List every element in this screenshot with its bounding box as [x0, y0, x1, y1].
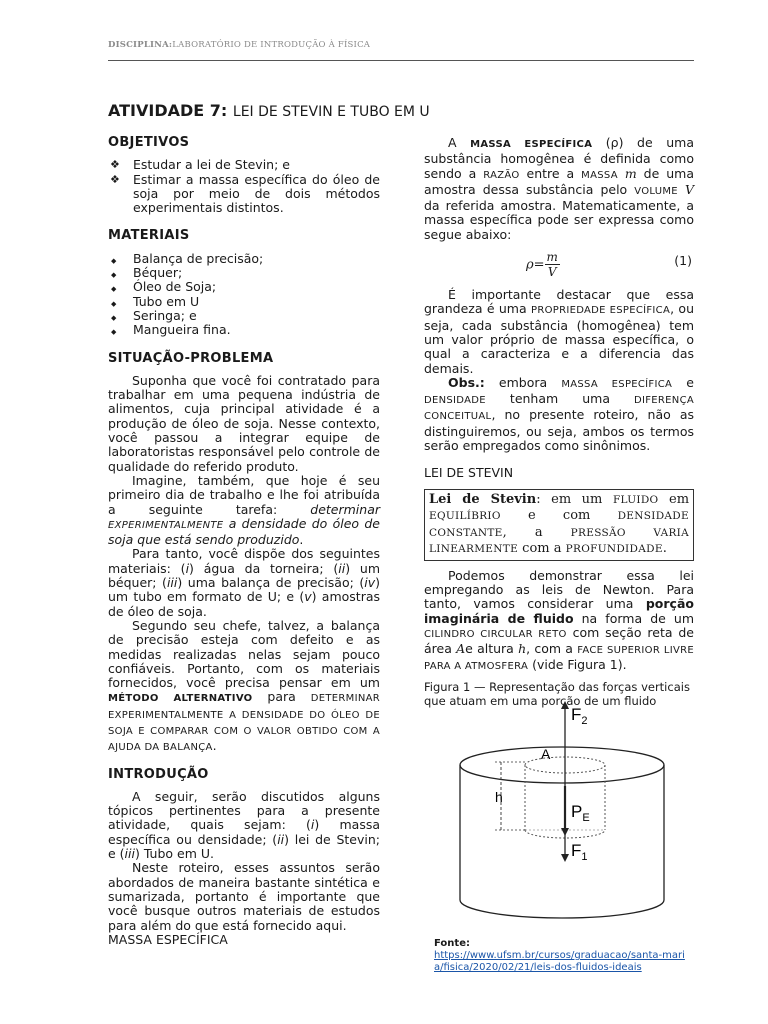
list-item: ◆ Béquer;	[108, 266, 380, 280]
force-f1-label: $F_1$	[571, 841, 588, 863]
list-item: ◆ Mangueira fina.	[108, 323, 380, 337]
source-label: Fonte:	[434, 938, 470, 949]
situacao-paragraph-2: Imagine, também, que hoje é seu primeiro dia de trabalho e lhe foi atribuída a seguinte tarefa: determinar EXPERIMENTALMENTE a densidade do óleo de soja que está sendo produzido.	[108, 472, 380, 548]
list-item: ◆ Seringa; e	[108, 309, 380, 323]
formula-number: (1)	[674, 253, 692, 269]
list-item: ◆ Tubo em U	[108, 295, 380, 309]
situacao-paragraph-1: Suponha que você foi contratado para trabalhar em uma pequena indústria de alimentos, cuja principal atividade é a produção de óleo de soja. Nesse contexto, você passou a integrar equipe de laboratoristas responsável pelo controle de qualidade do referido produto.	[108, 372, 380, 474]
force-f2-label: $F_2$	[571, 705, 588, 727]
introducao-paragraph-2: Neste roteiro, esses assuntos serão abordados de maneira bastante sintética e sumarizada, portanto é importante que você busque outros materiais de estudos para além do que está fornecido aqui.	[108, 860, 380, 933]
situacao-paragraph-4: Segundo seu chefe, talvez, a balança de precisão esteja com defeito e as medidas realizadas nelas sejam pouco confiáveis. Portanto, com os materiais fornecidos, você precisa pensar em um MÉTODO ALTERNATIVO para DETERMINAR EXPERIMENTALMENTE A DENSIDADE DO ÓLEO DE SOJA E COMPARAR COM O VALOR OBTIDO COM A AJUDA DA BALANÇA.	[108, 617, 380, 754]
activity-title	[108, 101, 430, 120]
diamond-bullet-icon: ❖	[110, 172, 120, 186]
obs-paragraph: Obs.: embora MASSA ESPECÍFICA e DENSIDADE tenham uma DIFERENÇA CONCEITUAL, no presente roteiro, não as distinguiremos, ou seja, ambos os termos serão empregados como sinônimos.	[424, 374, 694, 454]
stevin-law-box: Lei de Stevin: em um FLUIDO em EQUILÍBRIO e com DENSIDADE CONSTANTE, a PRESSÃO VARIA LINEARMENTE com a PROFUNDIDADE.	[424, 489, 694, 561]
objetivos-heading: OBJETIVOS	[108, 135, 190, 150]
diamond-bullet-icon: ◆	[111, 271, 117, 280]
source-link[interactable]: https://www.ufsm.br/cursos/graduacao/santa-maria/fisica/2020/02/21/leis-dos-fluidos-ideais	[434, 950, 685, 973]
stevin-paragraph: Podemos demonstrar essa lei empregando as leis de Newton. Para tanto, vamos considerar uma porção imaginária de fluido na forma de um CILINDRO CIRCULAR RETO com seção reta de área Ae altura h, com a FACE SUPERIOR LIVRE PARA A ATMOSFERA (vide Figura 1).	[424, 567, 694, 673]
stevin-heading: LEI DE STEVIN	[424, 465, 514, 481]
left-column	[108, 136, 380, 947]
list-item: ❖ Estudar a lei de Stevin; e	[110, 157, 290, 173]
list-item: ❖ Estimar a massa específica do óleo de soja por meio de dois métodos experimentais distintos.	[110, 171, 380, 216]
introducao-paragraph-1: A seguir, serão discutidos alguns tópicos pertinentes para a presente atividade, quais sejam: (i) massa específica ou densidade; (ii) lei de Stevin; e (iii) Tubo em U.	[108, 788, 381, 862]
density-formula	[424, 246, 694, 280]
fluid-cylinder-figure	[455, 700, 670, 922]
header-divider	[108, 60, 694, 61]
list-item: ◆ Balança de precisão;	[108, 252, 380, 266]
diamond-bullet-icon: ◆	[111, 328, 117, 337]
massa-especifica-heading: MASSA ESPECÍFICA	[108, 931, 228, 947]
activity-subtitle: LEI DE STEVIN E TUBO EM U	[232, 104, 430, 120]
diamond-bullet-icon: ◆	[111, 313, 117, 322]
discipline-label: DISCIPLINA:	[108, 40, 173, 50]
list-item: ◆ Óleo de Soja;	[108, 280, 380, 294]
situacao-heading: SITUAÇÃO-PROBLEMA	[108, 350, 274, 366]
area-label: A	[541, 746, 551, 762]
introducao-heading: INTRODUÇÃO	[108, 766, 209, 782]
weight-label: $P_E$	[571, 802, 590, 824]
figure-caption: Figura 1 — Representação das forças verticais que atuam em uma porção de um fluido	[424, 679, 690, 708]
massa-paragraph-1: A MASSA ESPECÍFICA (ρ) de uma substância homogênea é definida como sendo a RAZÃO entre a MASSA m de uma amostra dessa substância pelo VOLUME V da referida amostra. Matematicamente, a massa específica pode ser expressa como segue abaixo:	[424, 135, 694, 242]
diamond-bullet-icon: ◆	[111, 285, 117, 294]
activity-number: ATIVIDADE 7:	[108, 101, 228, 120]
diamond-bullet-icon: ❖	[110, 158, 120, 172]
diamond-bullet-icon: ◆	[111, 256, 117, 265]
height-label: h	[495, 789, 503, 805]
objetivos-list	[108, 158, 380, 215]
right-column	[424, 136, 694, 708]
discipline-name: LABORATÓRIO DE INTRODUÇÃO À FÍSICA	[172, 40, 371, 50]
formula-expression: ρ= $\frac{m}{V}$	[526, 250, 558, 280]
formula-fraction: $\frac{m}{V}$	[546, 250, 558, 280]
situacao-paragraph-3: Para tanto, você dispõe dos seguintes materiais: (i) água da torneira; (ii) um béquer; (iii) uma balança de precisão; (iv) um tubo em formato de U; e (v) amostras de óleo de soja.	[108, 546, 381, 619]
figure-source	[434, 938, 694, 974]
materiais-list	[108, 252, 380, 338]
diamond-bullet-icon: ◆	[111, 299, 117, 308]
materiais-heading: MATERIAIS	[108, 228, 190, 244]
page-header	[108, 40, 370, 50]
massa-paragraph-2: É importante destacar que essa grandeza é uma PROPRIEDADE ESPECÍFICA, ou seja, cada substância (homogênea) tem um valor próprio de massa específica, o qual a caracteriza e a diferencia das demais.	[424, 287, 694, 376]
